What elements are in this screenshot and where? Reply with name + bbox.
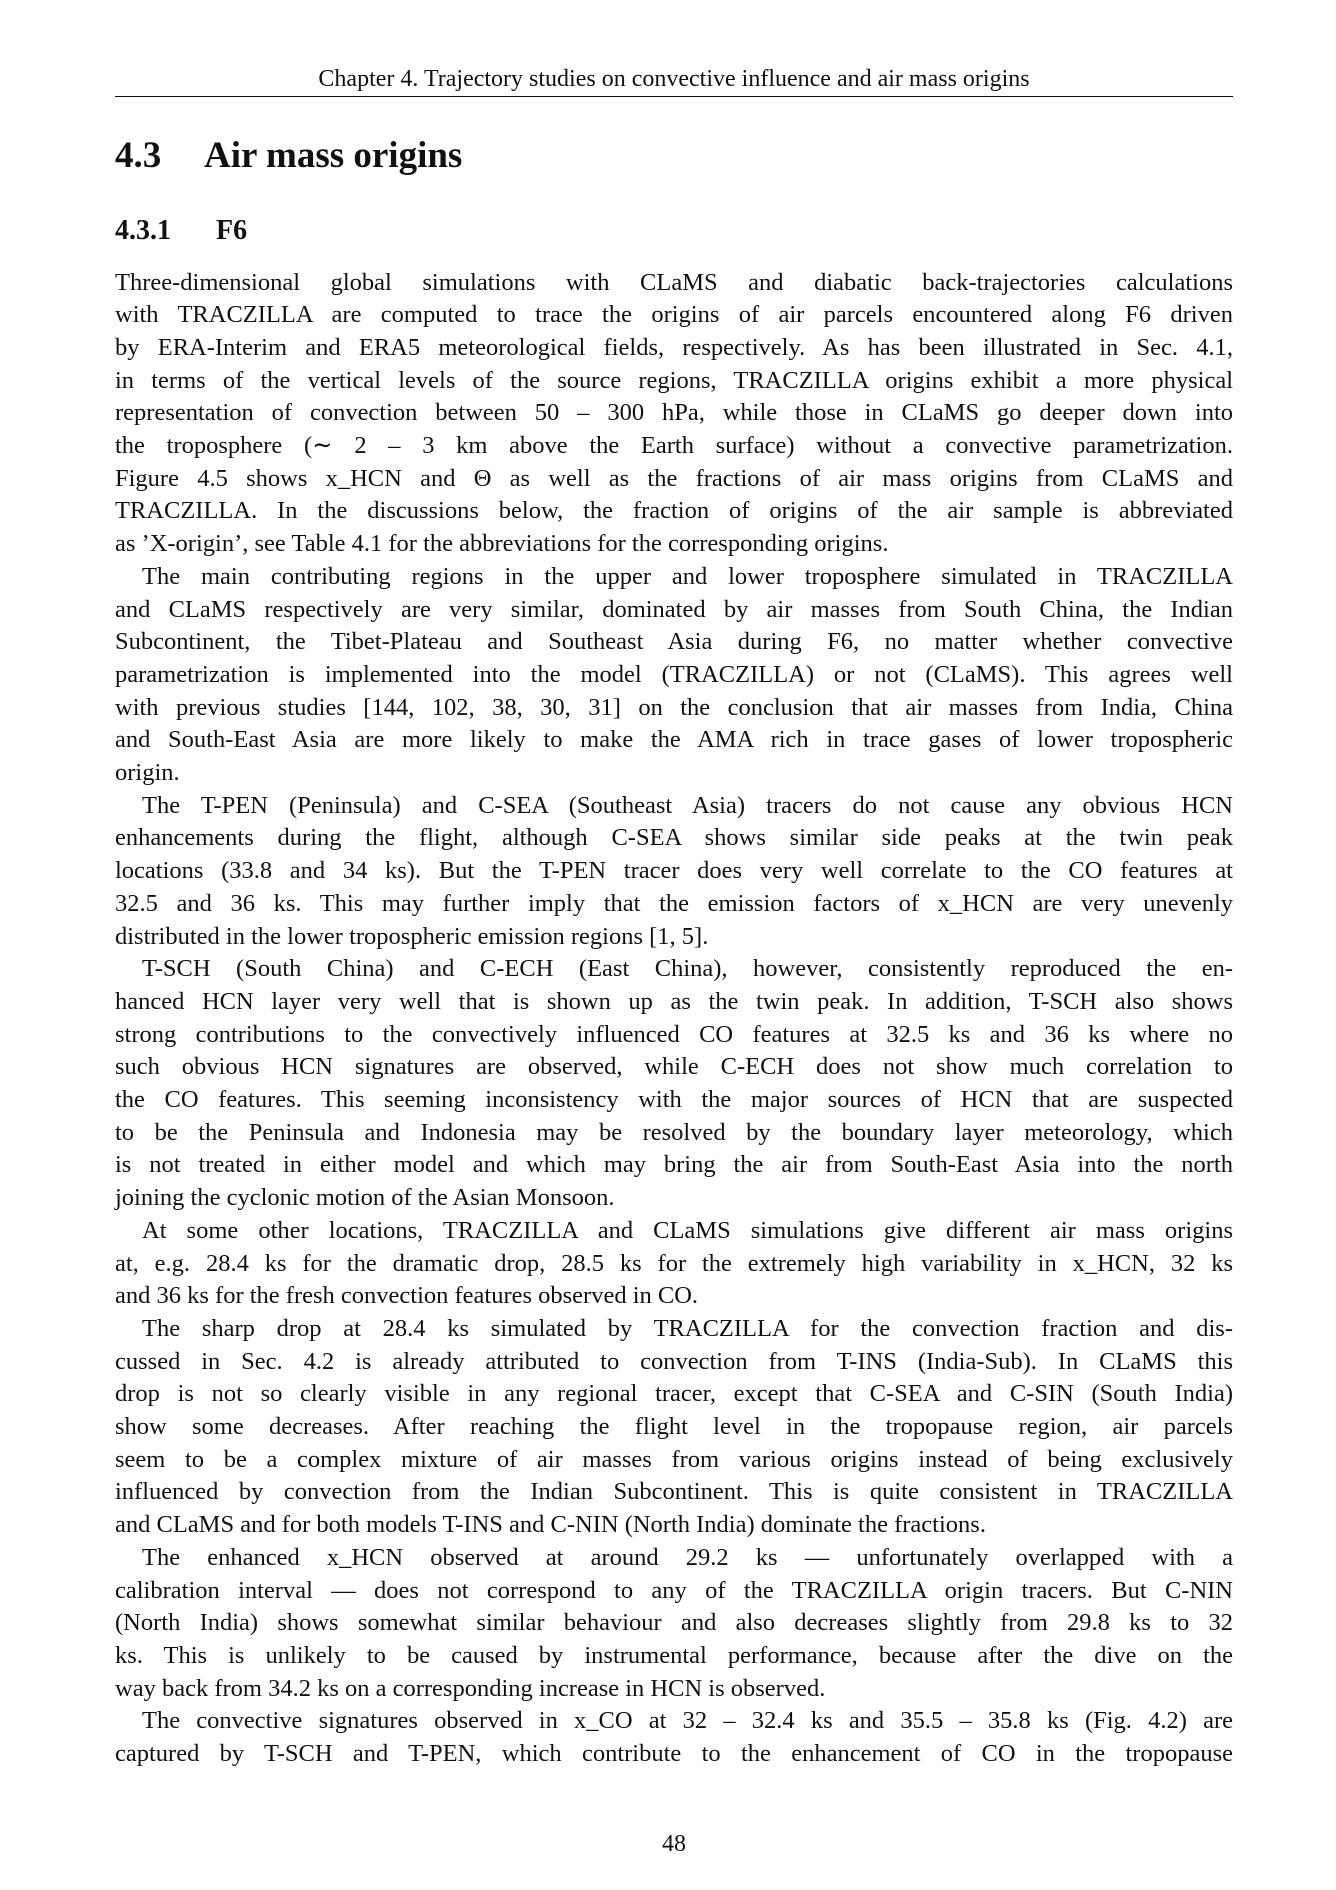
text-line: Figure 4.5 shows x_HCN and Θ as well as the fractions of air mass origins from CLaMS and — [115, 464, 1233, 492]
text-line: representation of convection between 50 – 300 hPa, while those in CLaMS go deeper down into — [115, 399, 1233, 427]
text-line: (North India) shows somewhat similar behaviour and also decreases slightly from 29.8 ks to 32 — [115, 1609, 1233, 1637]
text-line: such obvious HCN signatures are observed, while C-ECH does not show much correlation to — [115, 1053, 1233, 1081]
text-line: hanced HCN layer very well that is shown up as the twin peak. In addition, T-SCH also shows — [115, 987, 1233, 1015]
text-line: origin. — [115, 759, 180, 786]
text-line: The convective signatures observed in x_CO at 32 – 32.4 ks and 35.5 – 35.8 ks (Fig. 4.2) are — [142, 1707, 1233, 1735]
text-line: the troposphere (∼ 2 – 3 km above the Earth surface) without a convective parametrization. — [115, 432, 1233, 459]
text-line: Subcontinent, the Tibet-Plateau and Southeast Asia during F6, no matter whether convective — [115, 628, 1233, 656]
text-line: At some other locations, TRACZILLA and CLaMS simulations give different air mass origins — [142, 1216, 1233, 1244]
text-line: strong contributions to the convectively influenced CO features at 32.5 ks and 36 ks where no — [115, 1020, 1233, 1048]
text-line: joining the cyclonic motion of the Asian Monsoon. — [115, 1184, 615, 1212]
header-rule — [115, 96, 1233, 97]
text-line: drop is not so clearly visible in any regional tracer, except that C-SEA and C-SIN (South India) — [115, 1380, 1233, 1408]
text-line: TRACZILLA. In the discussions below, the fraction of origins of the air sample is abbreviated — [115, 497, 1233, 525]
text-line: ks. This is unlikely to be caused by instrumental performance, because after the dive on the — [115, 1641, 1233, 1669]
text-line: and South-East Asia are more likely to make the AMA rich in trace gases of lower tropospheric — [115, 726, 1233, 754]
text-line: 32.5 and 36 ks. This may further imply that the emission factors of x_HCN are very unevenly — [115, 889, 1233, 917]
text-line: enhancements during the flight, although C-SEA shows similar side peaks at the twin peak — [115, 824, 1233, 852]
text-line: in terms of the vertical levels of the source regions, TRACZILLA origins exhibit a more physical — [115, 366, 1233, 394]
text-line: the CO features. This seeming inconsistency with the major sources of HCN that are suspected — [115, 1086, 1233, 1113]
text-line: The T-PEN (Peninsula) and C-SEA (Southeast Asia) tracers do not cause any obvious HCN — [142, 791, 1233, 819]
text-line: The enhanced x_HCN observed at around 29.2 ks — unfortunately overlapped with a — [142, 1543, 1233, 1571]
subsection-title: F6 — [216, 215, 248, 246]
text-line: and CLaMS respectively are very similar, dominated by air masses from South China, the Indian — [115, 595, 1233, 623]
text-line: and CLaMS and for both models T-INS and C-NIN (North India) dominate the fractions. — [115, 1511, 986, 1539]
text-line: locations (33.8 and 34 ks). But the T-PEN tracer does very well correlate to the CO features at — [115, 857, 1233, 885]
page-number: 48 — [662, 1831, 686, 1857]
text-line: T-SCH (South China) and C-ECH (East China), however, consistently reproduced the en- — [142, 955, 1233, 983]
text-line: by ERA-Interim and ERA5 meteorological fields, respectively. As has been illustrated in Sec. 4.1, — [115, 333, 1233, 361]
text-line: as ’X-origin’, see Table 4.1 for the abbreviations for the corresponding origins. — [115, 530, 889, 558]
text-line: parametrization is implemented into the model (TRACZILLA) or not (CLaMS). This agrees well — [115, 660, 1233, 688]
text-line: The sharp drop at 28.4 ks simulated by TRACZILLA for the convection fraction and dis- — [142, 1314, 1233, 1342]
text-line: at, e.g. 28.4 ks for the dramatic drop, 28.5 ks for the extremely high variability in x_HCN, 32 ks — [115, 1249, 1233, 1277]
text-line: way back from 34.2 ks on a corresponding increase in HCN is observed. — [115, 1674, 826, 1702]
text-line: show some decreases. After reaching the flight level in the tropopause region, air parcels — [115, 1413, 1233, 1440]
text-line: cussed in Sec. 4.2 is already attributed to convection from T-INS (India-Sub). In CLaMS this — [115, 1347, 1233, 1375]
text-line: influenced by convection from the Indian Subcontinent. This is quite consistent in TRACZILLA — [115, 1478, 1233, 1506]
text-line: with TRACZILLA are computed to trace the origins of air parcels encountered along F6 driven — [115, 301, 1233, 329]
text-line: seem to be a complex mixture of air masses from various origins instead of being exclusively — [115, 1445, 1233, 1473]
text-line: calibration interval — does not correspond to any of the TRACZILLA origin tracers. But C-NIN — [115, 1576, 1233, 1604]
section-number: 4.3 — [115, 135, 162, 176]
text-line: with previous studies [144, 102, 38, 30, 31] on the conclusion that air masses from India, China — [115, 693, 1233, 721]
text-line: and 36 ks for the fresh convection features observed in CO. — [115, 1282, 699, 1310]
text-line: distributed in the lower tropospheric emission regions [1, 5]. — [115, 922, 709, 950]
section-title: Air mass origins — [204, 135, 463, 176]
text-line: Three-dimensional global simulations with CLaMS and diabatic back-trajectories calculations — [115, 268, 1233, 296]
subsection-number: 4.3.1 — [115, 215, 171, 246]
text-line: to be the Peninsula and Indonesia may be resolved by the boundary layer meteorology, which — [115, 1118, 1233, 1146]
text-line: is not treated in either model and which may bring the air from South-East Asia into the north — [115, 1151, 1233, 1179]
text-line: captured by T-SCH and T-PEN, which contribute to the enhancement of CO in the tropopause — [115, 1740, 1233, 1767]
text-line: The main contributing regions in the upper and lower troposphere simulated in TRACZILLA — [142, 562, 1233, 590]
running-head: Chapter 4. Trajectory studies on convective influence and air mass origins — [318, 66, 1030, 92]
